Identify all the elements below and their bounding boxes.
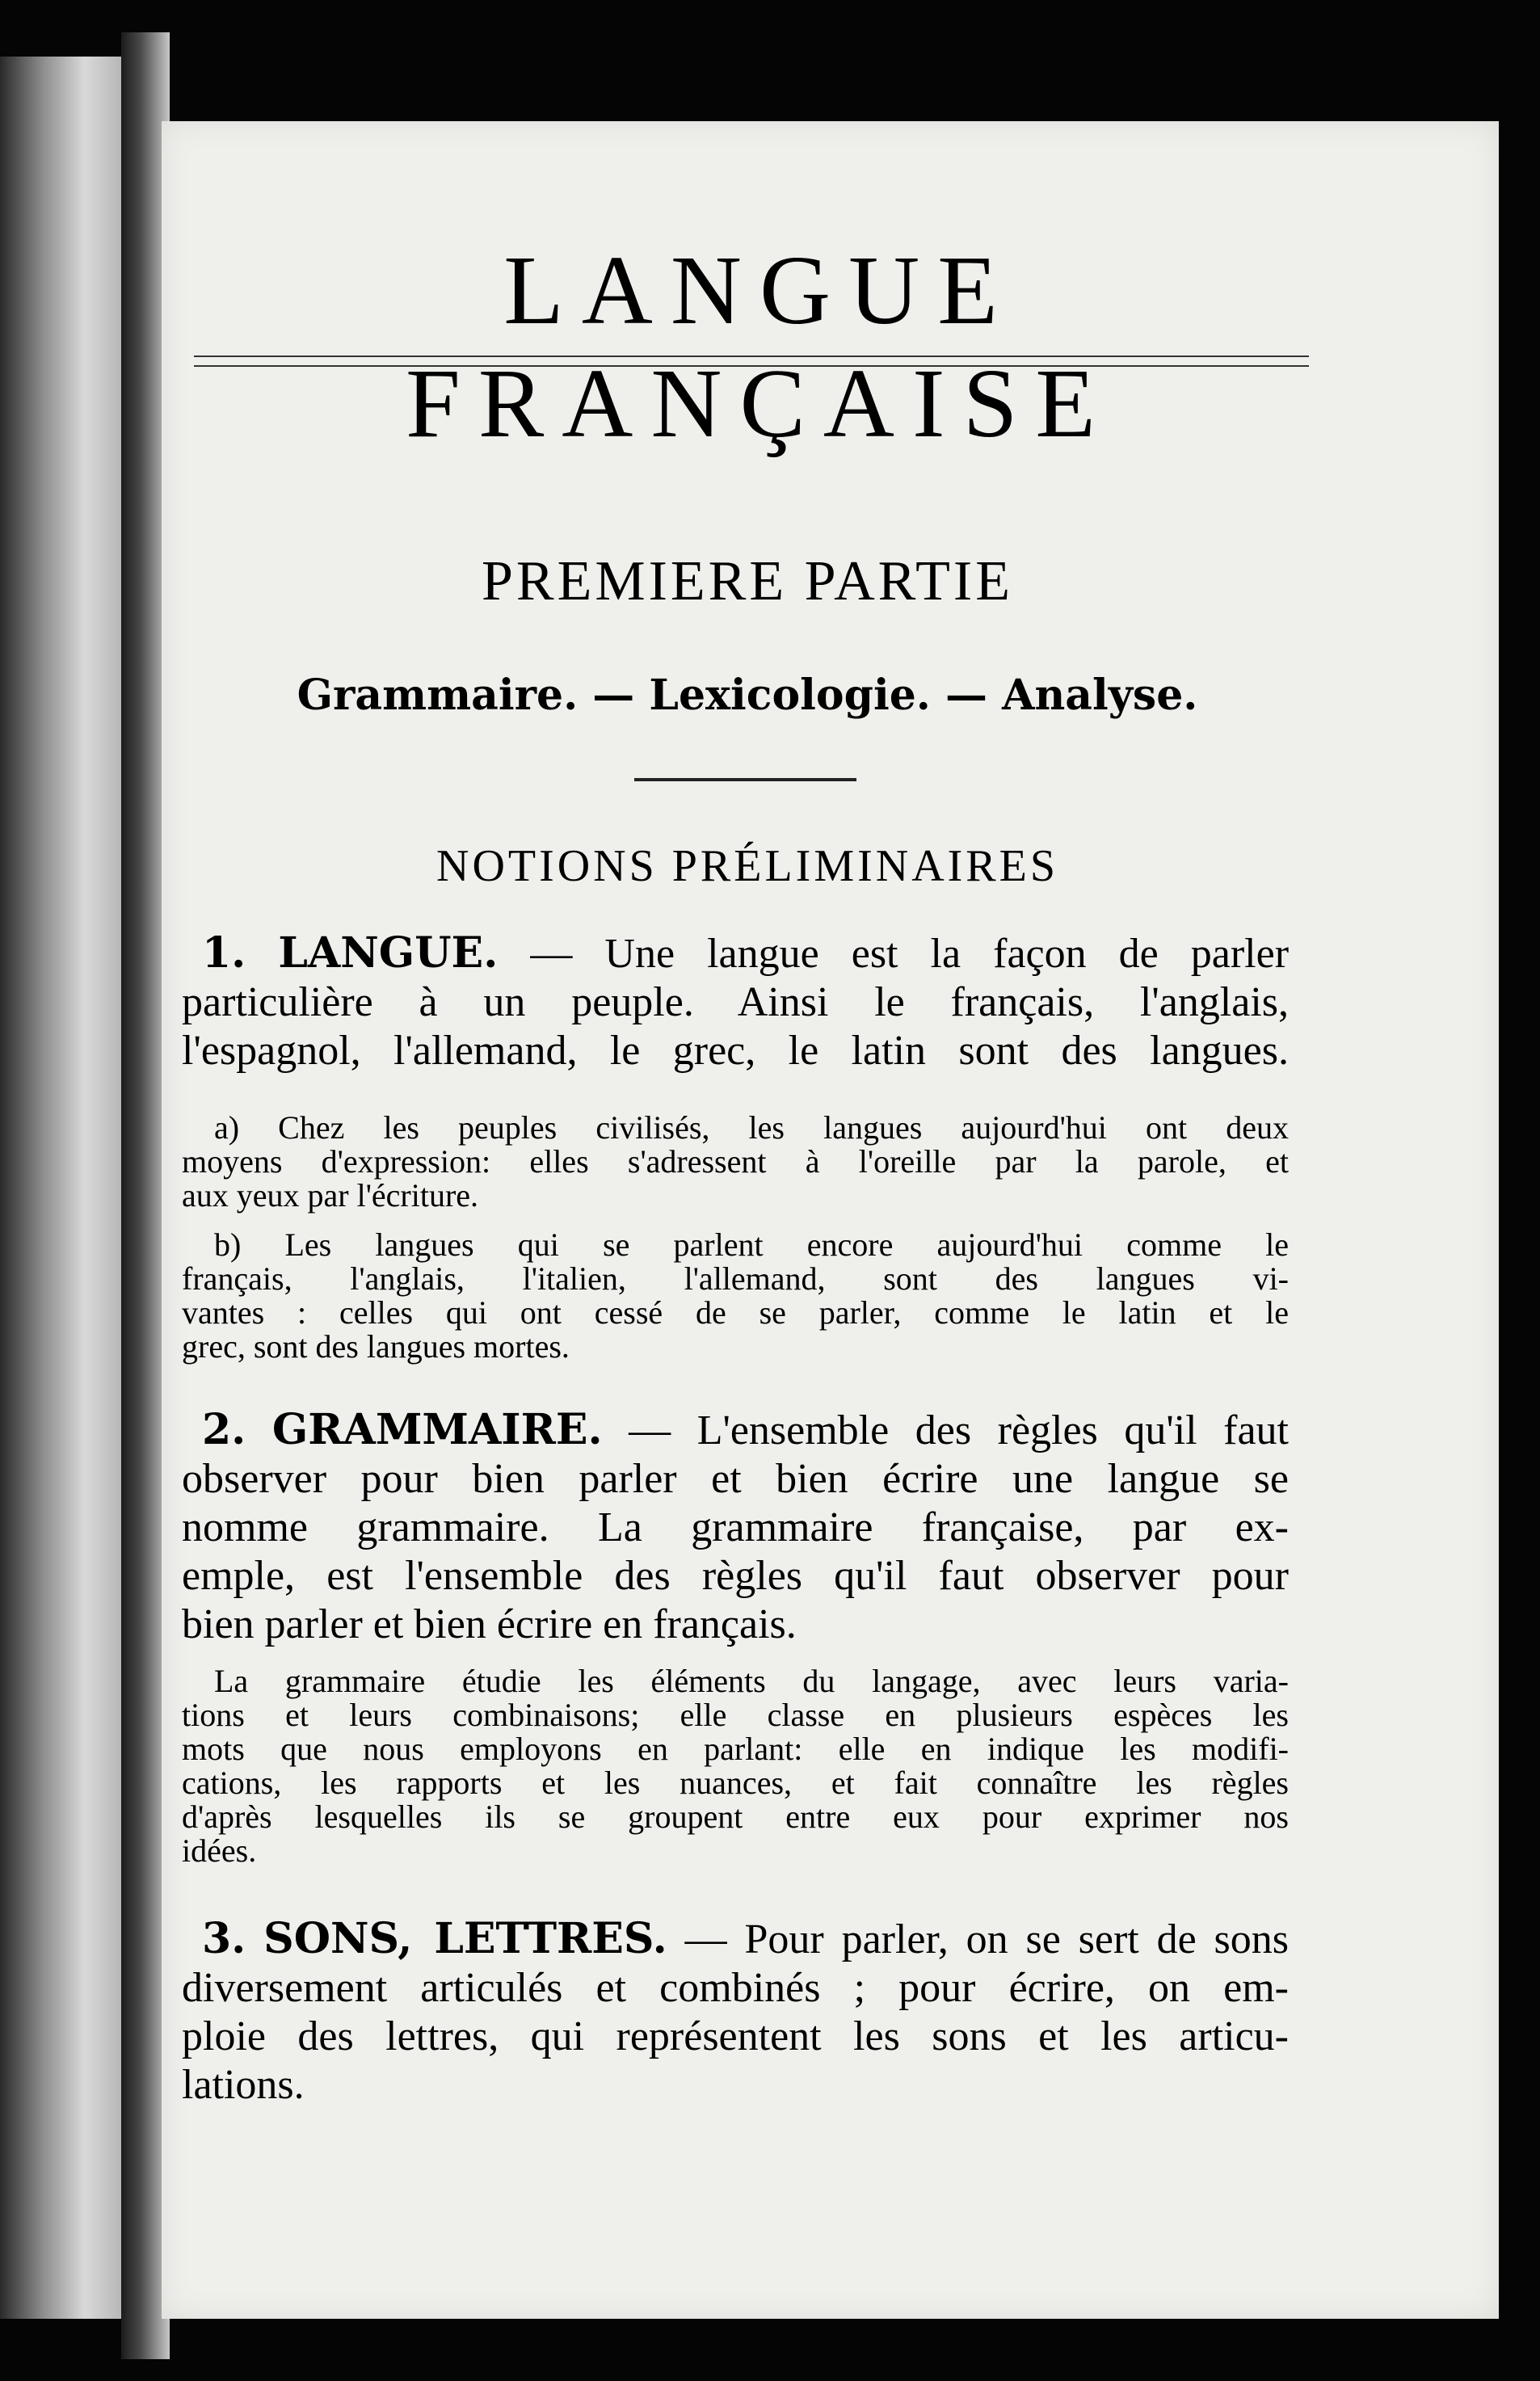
note-a [182,1111,1289,1213]
left-page-edge [0,57,121,2319]
part-subtitle: Grammaire. — Lexicologie. — Analyse. [297,671,1198,720]
text-line: bien parler et bien écrire en français. [182,1601,797,1647]
note-line: vantes : celles qui ont cessé de se parler, comme le latin et le [182,1294,1289,1331]
note-line: français, l'anglais, l'italien, l'allemand, sont des langues vi- [182,1260,1289,1297]
title-rule-2 [194,365,1309,367]
note-line: aux yeux par l'écriture. [182,1177,479,1214]
text-line: particulière à un peuple. Ainsi le français, l'anglais, [182,979,1289,1025]
note-line: b) Les langues qui se parlent encore aujourd'hui comme le [214,1226,1289,1263]
note-line: tions et leurs combinaisons; elle classe en plusieurs espèces les [182,1697,1289,1733]
note-line: cations, les rapports et les nuances, et fait connaître les règles [182,1765,1289,1801]
section-number: 1. [202,928,246,978]
note-line: moyens d'expression: elles s'adressent à l'oreille par la parole, et [182,1143,1289,1180]
section-number: 3. [202,1914,246,1963]
text-line: lations. [182,2062,305,2108]
text-line: l'espagnol, l'allemand, le grec, le latin sont des langues. [182,1028,1289,1074]
text-line: — Une langue est la façon de parler [530,931,1290,977]
section-title: NOTIONS PRÉLIMINAIRES [436,841,1058,891]
separator-rule [634,778,856,781]
title-rule [194,355,1309,357]
section-heading: GRAMMAIRE. [271,1405,603,1454]
grammar-note [182,1664,1289,1868]
note-line: a) Chez les peuples civilisés, les langues aujourd'hui ont deux [214,1109,1289,1146]
text-line: — Pour parler, on se sert de sons [684,1916,1290,1962]
text-line: observer pour bien parler et bien écrire une langue se [182,1456,1289,1502]
text-line: diversement articulés et combinés ; pour écrire, on em- [182,1965,1289,2011]
note-line: mots que nous employons en parlant: elle en indique les modifi- [182,1731,1289,1767]
part-title: PREMIERE PARTIE [481,550,1013,612]
note-line: La grammaire étudie les éléments du langage, avec leurs varia- [214,1663,1289,1699]
page-title: LANGUE FRANÇAISE [406,236,1113,458]
text-line: nomme grammaire. La grammaire française, par ex- [182,1504,1289,1550]
note-line: idées. [182,1832,257,1869]
text-line: — L'ensemble des règles qu'il faut [629,1407,1290,1453]
text-line: ploie des lettres, qui représentent les sons et les articu- [182,2013,1289,2059]
section-3-paragraph [182,1915,1289,2110]
note-b [182,1228,1289,1364]
text-line: emple, est l'ensemble des règles qu'il faut observer pour [182,1553,1289,1599]
section-heading: LANGUE. [278,928,499,978]
section-2-paragraph [182,1406,1289,1649]
note-line: grec, sont des langues mortes. [182,1328,570,1365]
note-line: d'après lesquelles ils se groupent entre eux pour exprimer nos [182,1798,1289,1835]
section-number: 2. [202,1405,246,1454]
section-1-paragraph [182,929,1289,1075]
section-heading: SONS, LETTRES. [263,1914,667,1963]
